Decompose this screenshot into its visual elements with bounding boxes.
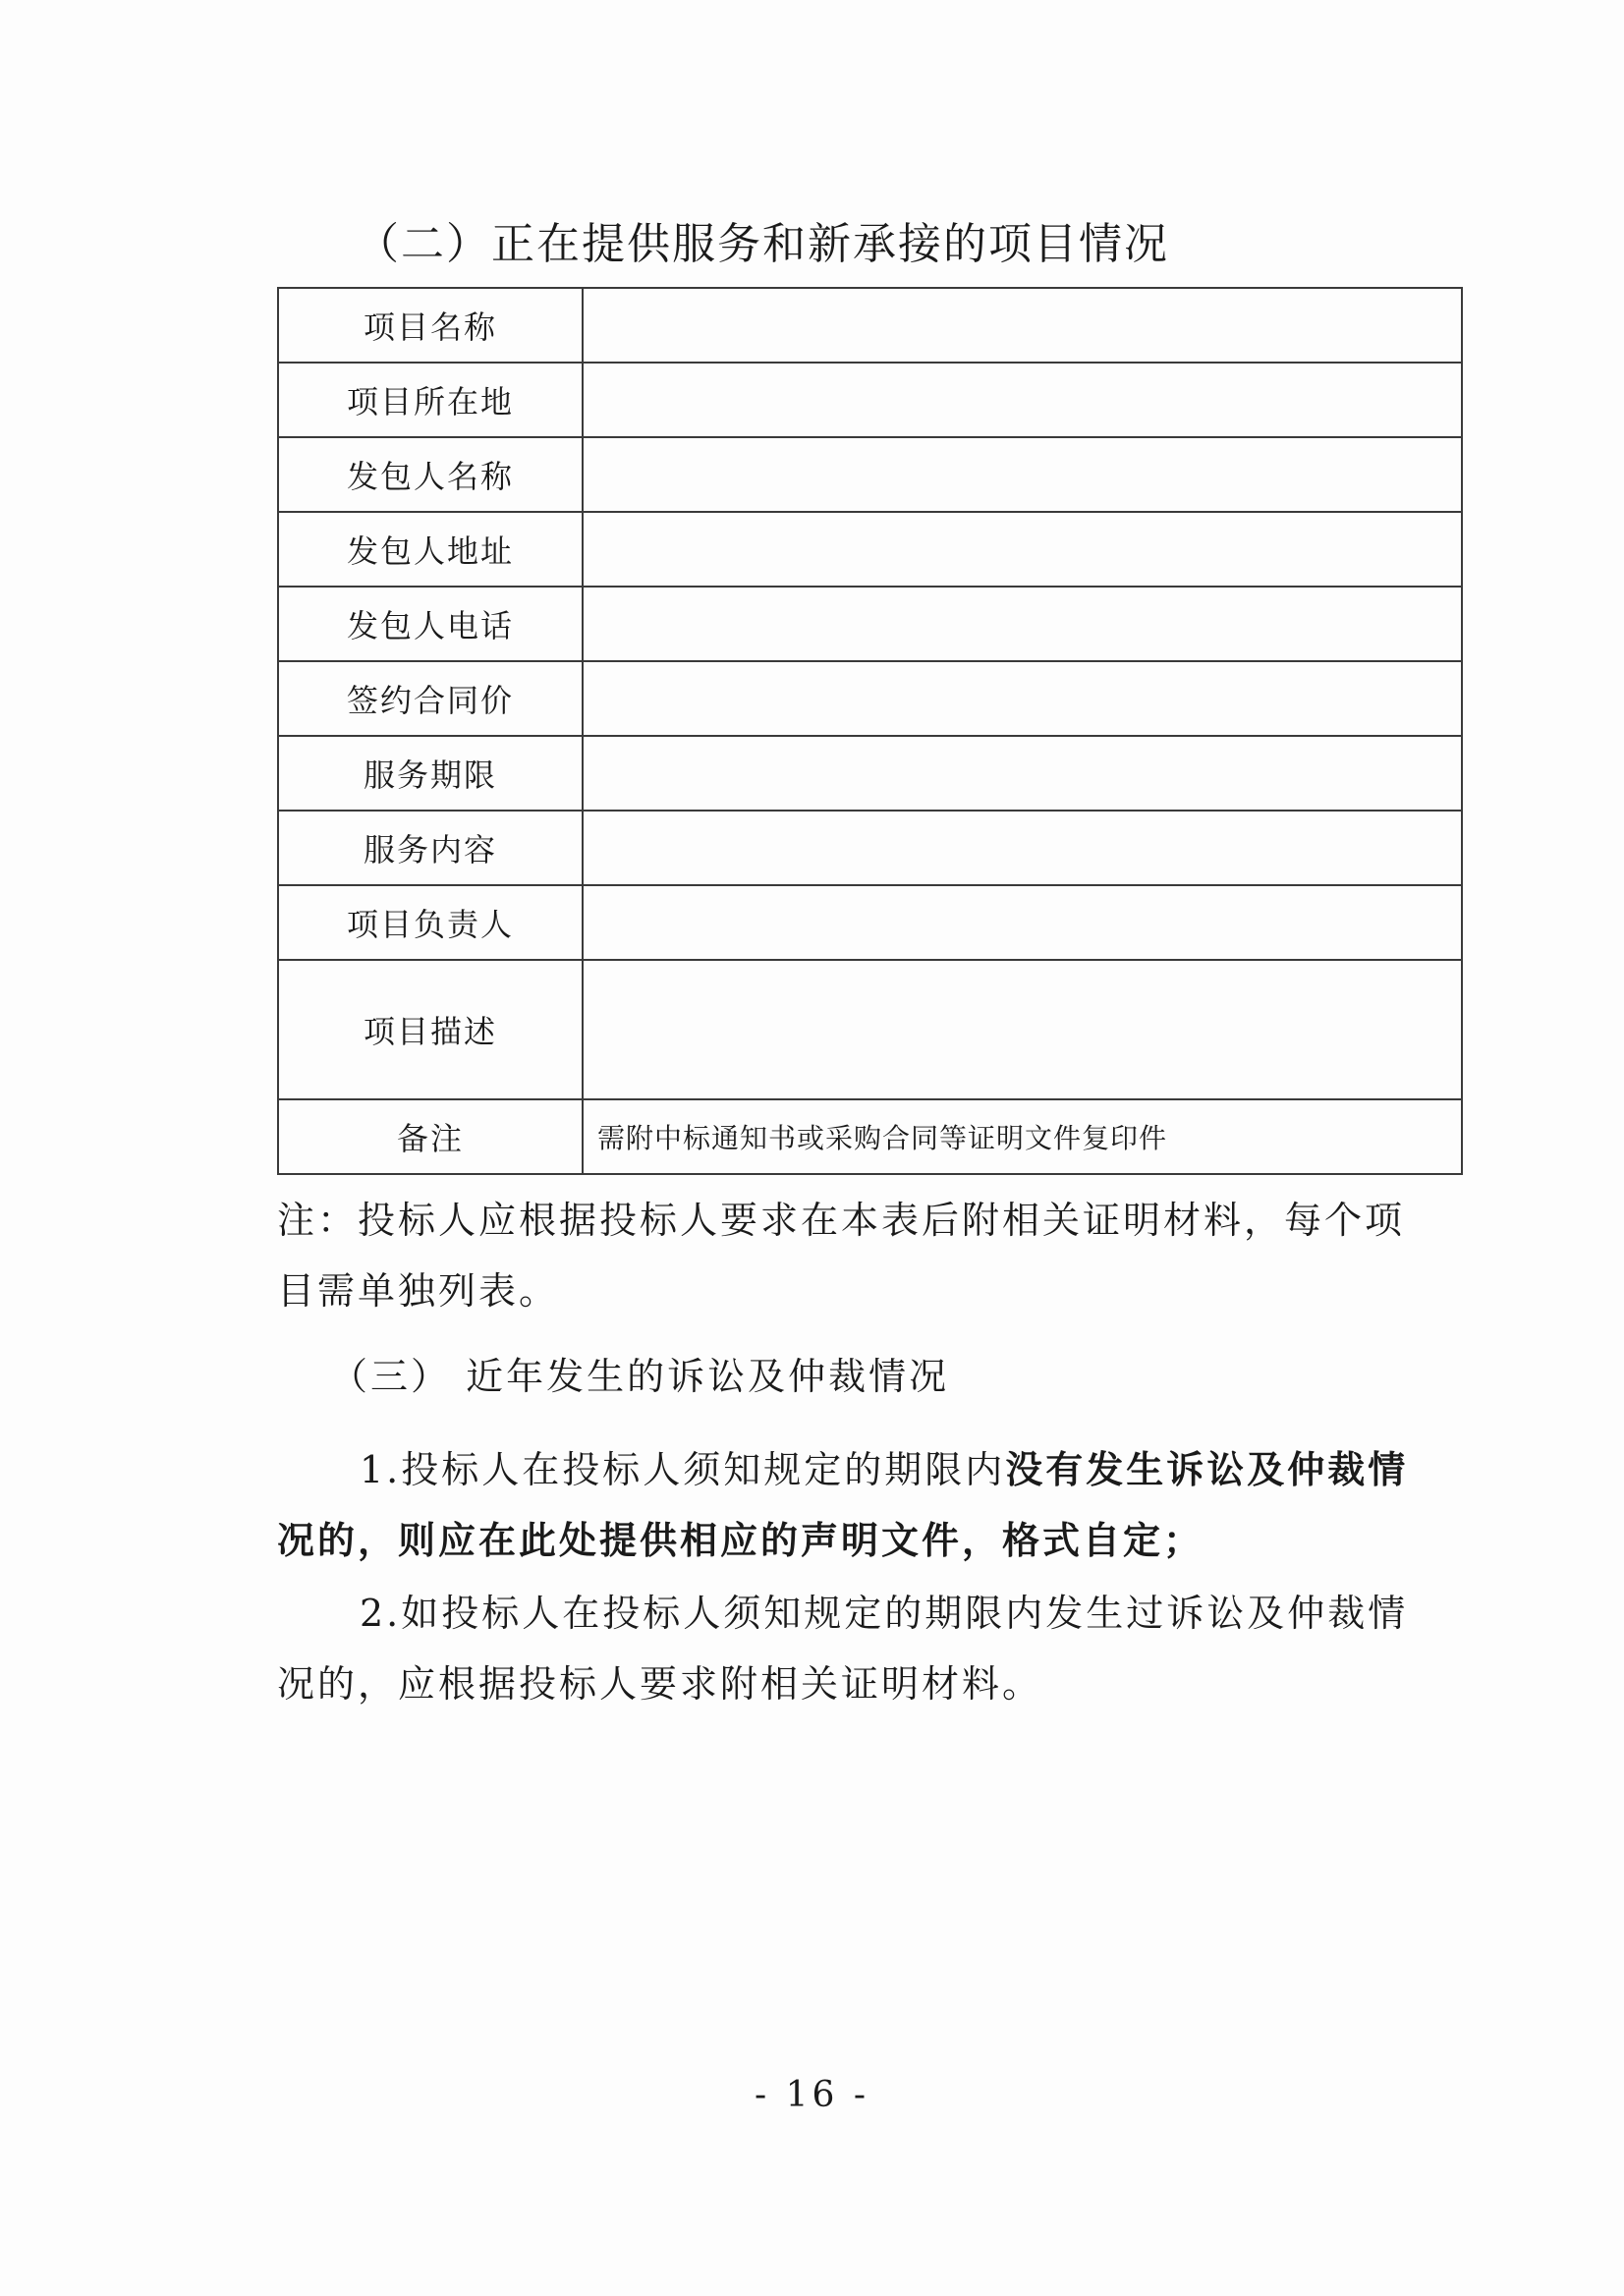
item-1-bold-text: 没有发生诉讼及仲裁情况的，则应在此处提供相应的声明文件，格式自定； xyxy=(277,1447,1409,1562)
row-label: 服务期限 xyxy=(278,736,583,811)
table-row xyxy=(278,885,1462,960)
row-value xyxy=(583,587,1462,661)
table-row xyxy=(278,661,1462,736)
table-row xyxy=(278,960,1462,1099)
row-value xyxy=(583,661,1462,736)
litigation-heading: （三） 近年发生的诉讼及仲裁情况 xyxy=(330,1355,950,1398)
row-value xyxy=(583,885,1462,960)
row-label: 项目负责人 xyxy=(278,885,583,960)
table-row xyxy=(278,363,1462,437)
table-row xyxy=(278,1099,1462,1174)
table-row xyxy=(278,437,1462,512)
row-value xyxy=(583,437,1462,512)
row-label: 发包人地址 xyxy=(278,512,583,587)
item-1-text: 1.投标人在投标人须知规定的期限内 xyxy=(360,1448,1006,1491)
row-value xyxy=(583,363,1462,437)
page-number: - 16 - xyxy=(754,2075,870,2115)
row-label: 项目描述 xyxy=(278,960,583,1099)
litigation-item-2 xyxy=(277,1578,1417,1719)
litigation-item-1 xyxy=(277,1434,1417,1576)
row-label: 发包人电话 xyxy=(278,587,583,661)
table-row xyxy=(278,288,1462,363)
item-2-text: 2.如投标人在投标人须知规定的期限内发生过诉讼及仲裁情况的，应根据投标人要求附相关证明材料。 xyxy=(277,1592,1409,1706)
row-label: 服务内容 xyxy=(278,811,583,885)
table-row xyxy=(278,587,1462,661)
row-label: 签约合同价 xyxy=(278,661,583,736)
project-info-table xyxy=(277,287,1463,1175)
row-value: 需附中标通知书或采购合同等证明文件复印件 xyxy=(583,1099,1462,1174)
row-value xyxy=(583,736,1462,811)
table-row xyxy=(278,512,1462,587)
row-value xyxy=(583,811,1462,885)
row-value xyxy=(583,512,1462,587)
row-value xyxy=(583,960,1462,1099)
row-label: 项目名称 xyxy=(278,288,583,363)
row-label: 备注 xyxy=(278,1099,583,1174)
section-title: （二）正在提供服务和新承接的项目情况 xyxy=(356,219,1169,269)
table-row xyxy=(278,811,1462,885)
row-value xyxy=(583,288,1462,363)
table-note: 注：投标人应根据投标人要求在本表后附相关证明材料，每个项目需单独列表。 xyxy=(277,1199,1406,1313)
row-label: 项目所在地 xyxy=(278,363,583,437)
table-row xyxy=(278,736,1462,811)
row-label: 发包人名称 xyxy=(278,437,583,512)
